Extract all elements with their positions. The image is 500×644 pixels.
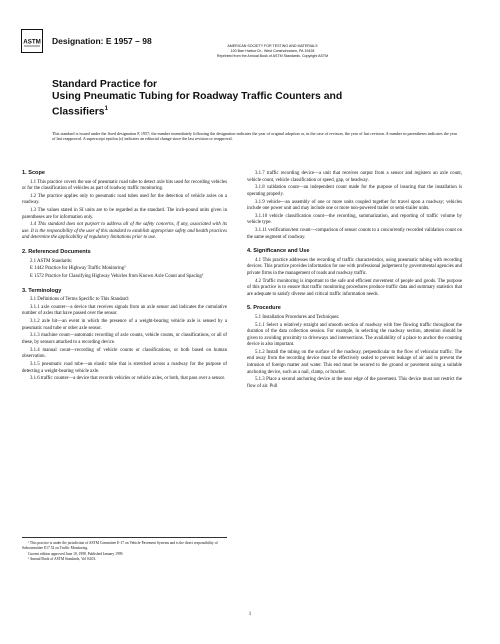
paragraph: 1.3 The values stated in SI units are to be regarded as the standard. The inch-pound units given in parentheses are for information only. [22, 208, 227, 220]
paragraph: 5.1.3 Place a second anchoring device at the near edge of the pavement. This device must not restrict the flow of air. Pull [247, 377, 462, 389]
footnote: ¹ This practice is under the jurisdiction of ASTM Committee E-17 on Vehicle-Pavement Systems and is the direct responsibility of Subcommittee E17.52 on Traffic Monitoring. [22, 541, 218, 550]
definition: 3.1.9 vehicle—an assembly of one or more units coupled together for travel upon a roadway; vehicles include one power unit and may include one or more non-powered trailer or semi-trailer units. [247, 199, 462, 212]
footnotes [22, 537, 227, 563]
paragraph: 5.1.1 Select a relatively straight and smooth section of roadway with free flowing traffic throughout the duration of the data collection session. For example, in selecting the roadway section, attention should be given to avoiding proximity to driveways and intersections. The availability of a place to anchor the counting device is also important. [247, 322, 462, 348]
page-number: 1 [248, 612, 252, 617]
paragraph: 3.1 Definitions of Terms Specific to This Standard: [30, 297, 130, 303]
publisher-info [150, 44, 395, 59]
definition: 3.1.6 traffic counter—a device that records vehicles or vehicle axles, or both, that pass over a sensor. [30, 376, 226, 382]
publisher-line: Reprinted from the Annual Book of ASTM Standards. Copyright ASTM [216, 53, 329, 58]
paragraph: 1.1 This practice covers the use of pneumatic road tube to detect axle hits used for recording vehicles or for the classification of vehicles as part of roadway traffic monitoring. [22, 179, 227, 192]
definition: 3.1.11 verification/test count—comparison of sensor counts to a concurrently recorded validation count on the same segment of roadway. [247, 228, 462, 240]
definition: 3.1.1 axle counter—a device that receives signals from an axle sensor and indicates the cumulative number of axles that have passed over the sensor. [22, 304, 227, 317]
section-heading: 1. Scope [22, 170, 46, 176]
svg-text:ASTM: ASTM [23, 38, 41, 46]
definition: 3.1.10 vehicle classification count—the recording, summarization, and reporting of traffic volume by vehicle type. [247, 213, 462, 226]
reference-item: E 1442 Practice for Highway Traffic Monitoring² [30, 266, 126, 272]
section-heading: 3. Terminology [22, 287, 62, 294]
footnote: ² Annual Book of ASTM Standards, Vol 04.03. [28, 557, 97, 562]
paragraph: 2.1 ASTM Standards: [30, 258, 73, 264]
right-column [247, 171, 462, 392]
paragraph: 4.2 Traffic monitoring is important to the safe and efficient movement of people and goods. The purpose of this practice is to ensure that traffic monitoring procedures produce traffic data and summary statistics that are adequate to satisfy diverse and critical traffic information needs. [247, 278, 462, 297]
title-line: Classifiers$^1$ [52, 106, 108, 118]
standard-notice: This standard is issued under the fixed designation E 1957; the number immediately following the designation indicates the year of original adoption or, in the case of revision, the year of last revision. A number in parentheses indicates the year of last reapproval. A superscript epsilon (ε) indicates an editorial change since the last revision or reapproval. [52, 131, 457, 142]
publisher-line: AMERICAN SOCIETY FOR TESTING AND MATERIALS [227, 44, 318, 48]
definition: 3.1.7 traffic recording device—a unit that receives output from a sensor and registers an axle count, vehicle count, vehicle classification or speed, gap, or headway. [247, 171, 462, 183]
definition: 3.1.5 pneumatic road tube—an elastic tube that is stretched across a roadway for the purpose of detecting a weight-bearing vehicle axle. [22, 362, 227, 374]
section-heading: 5. Procedure [247, 305, 281, 312]
document-title [52, 79, 432, 119]
definition: 3.1.4 manual count—recording of vehicle counts or classifications, or both based on human observation. [22, 347, 227, 360]
paragraph: 5.1 Installation Procedures and Techniques: [255, 314, 340, 320]
footnote: Current edition approved June 10, 1998. Published January 1999. [28, 551, 124, 556]
title-line: Standard Practice for [52, 79, 158, 90]
definition: 3.1.3 machine count—automatic recording of axle counts, vehicle counts, or classifications, or all of these, by sensors attached to a recording device. [22, 333, 227, 345]
title-line: Using Pneumatic Tubing for Roadway Traffic Counters and [52, 91, 343, 103]
publisher-line: 100 Barr Harbor Dr., West Conshohocken, PA 19428 [230, 48, 315, 53]
reference-item: E 1572 Practice for Classifying Highway Vehicles from Known Axle Count and Spacing² [30, 274, 204, 280]
paragraph: 1.2 The practice applies only to pneumatic road tubes used for the detection of vehicle axles on a roadway. [22, 193, 227, 206]
title-footnote-mark: 1 [104, 106, 108, 113]
definition: 3.1.2 axle hit—an event in which the presence of a weight-bearing vehicle axle is sensed by a pneumatic road tube or other axle sensor. [22, 319, 227, 331]
left-column [22, 170, 227, 384]
paragraph: 4.1 This practice addresses the recording of traffic characteristics, using pneumatic tubing with recording devices. This practice provides information for use with professional judgement by governmental agencies and private firms in the management of roads and roadway traffic. [247, 257, 462, 276]
designation: Designation: E 1957 – 98 [52, 36, 152, 46]
paragraph: 5.1.2 Install the tubing on the surface of the roadway, perpendicular to the flow of vehicular traffic. The end away from the recording device must be effectively sealed to prevent leakage of air and to prevent the intrusion of foreign matter and water. This end must be secured to the ground or pavement using a suitable anchoring device, such as a nail, clamp, or bracket. [247, 349, 462, 375]
section-heading: 2. Referenced Documents [22, 249, 91, 256]
astm-logo [21, 29, 43, 53]
definition: 3.1.8 validation count—an independent count made for the purpose of insuring that the installation is operating properly. [247, 185, 462, 197]
paragraph: 1.4 This standard does not purport to address all of the safety concerns, if any, associated with its use. It is the responsibility of the user of this standard to establish appropriate safety and health practices and determine the applicability of regulatory limitations prior to use. [22, 222, 227, 241]
section-heading: 4. Significance and Use [247, 248, 310, 255]
